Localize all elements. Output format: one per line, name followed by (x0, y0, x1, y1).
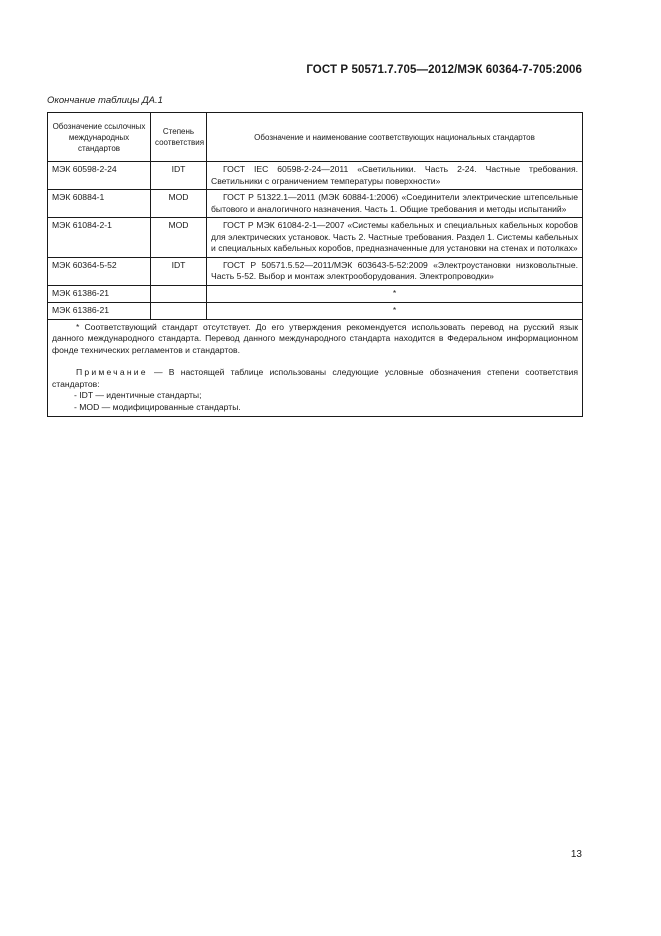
degree-cell: MOD (151, 218, 207, 258)
notes-cell (48, 319, 583, 417)
table-caption: Окончание таблицы ДА.1 (47, 95, 163, 106)
degree-cell: IDT (151, 162, 207, 190)
degree-cell (151, 302, 207, 319)
document-header: ГОСТ Р 50571.7.705—2012/МЭК 60364-7-705:2006 (306, 64, 582, 76)
table-row (48, 190, 583, 218)
intl-standard-cell: МЭК 60884-1 (48, 190, 151, 218)
table-row (48, 302, 583, 319)
national-standard-cell: ГОСТ Р 51322.1—2011 (МЭК 60884-1:2006) «Соединители электрические штепсельные бытового и аналогичного назначения. Часть 1. Общие требования и методы испытаний» (207, 190, 583, 218)
header-national-standards: Обозначение и наименование соответствующих национальных стандартов (207, 113, 583, 162)
table-header-row (48, 113, 583, 162)
standards-table (47, 112, 583, 417)
degree-cell: IDT (151, 257, 207, 285)
note-list-item: - MOD — модифицированные стандарты. (74, 402, 241, 413)
intl-standard-cell: МЭК 61386-21 (48, 285, 151, 302)
table-footnote: * Соответствующий стандарт отсутствует. До его утверждения рекомендуется использовать перевод на русский язык данного международного стандарта. Перевод данного международного стандарта находится в Федеральном информационном фонде технических регламентов и стандартов. (52, 321, 578, 356)
intl-standard-cell: МЭК 61386-21 (48, 302, 151, 319)
degree-cell (151, 285, 207, 302)
table-row (48, 257, 583, 285)
note-list-item: - IDT — идентичные стандарты; (74, 390, 202, 401)
national-standard-cell: ГОСТ IEC 60598-2-24—2011 «Светильники. Часть 2-24. Частные требования. Светильники с ограничением температуры поверхности» (207, 162, 583, 190)
note-text: — В настоящей таблице использованы следующие условные обозначения степени соответствия стандартов: (52, 366, 578, 389)
national-standard-cell: ГОСТ Р МЭК 61084-2-1—2007 «Системы кабельных и специальных кабельных коробов для электрических установок. Часть 2. Частные требования. Раздел 1. Системы кабельных и специальных кабельных коробов, предназначенные для установки на стенах и потолках» (207, 218, 583, 258)
intl-standard-cell: МЭК 60598-2-24 (48, 162, 151, 190)
national-standard-cell: * (207, 285, 583, 302)
table-row (48, 285, 583, 302)
page-number: 13 (570, 849, 582, 860)
header-degree: Степень соответствия (151, 113, 207, 162)
table-note (52, 367, 578, 391)
degree-cell: MOD (151, 190, 207, 218)
notes-row (48, 319, 583, 417)
table-row (48, 162, 583, 190)
national-standard-cell: ГОСТ Р 50571.5.52—2011/МЭК 603643-5-52:2009 «Электроустановки низковольтные. Часть 5-52. Выбор и монтаж электрооборудования. Электропроводки» (207, 257, 583, 285)
note-label: Примечание (76, 366, 148, 377)
intl-standard-cell: МЭК 61084-2-1 (48, 218, 151, 258)
intl-standard-cell: МЭК 60364-5-52 (48, 257, 151, 285)
header-international-standards: Обозначение ссылочных международных стандартов (48, 113, 151, 162)
table-row (48, 218, 583, 258)
national-standard-cell: * (207, 302, 583, 319)
